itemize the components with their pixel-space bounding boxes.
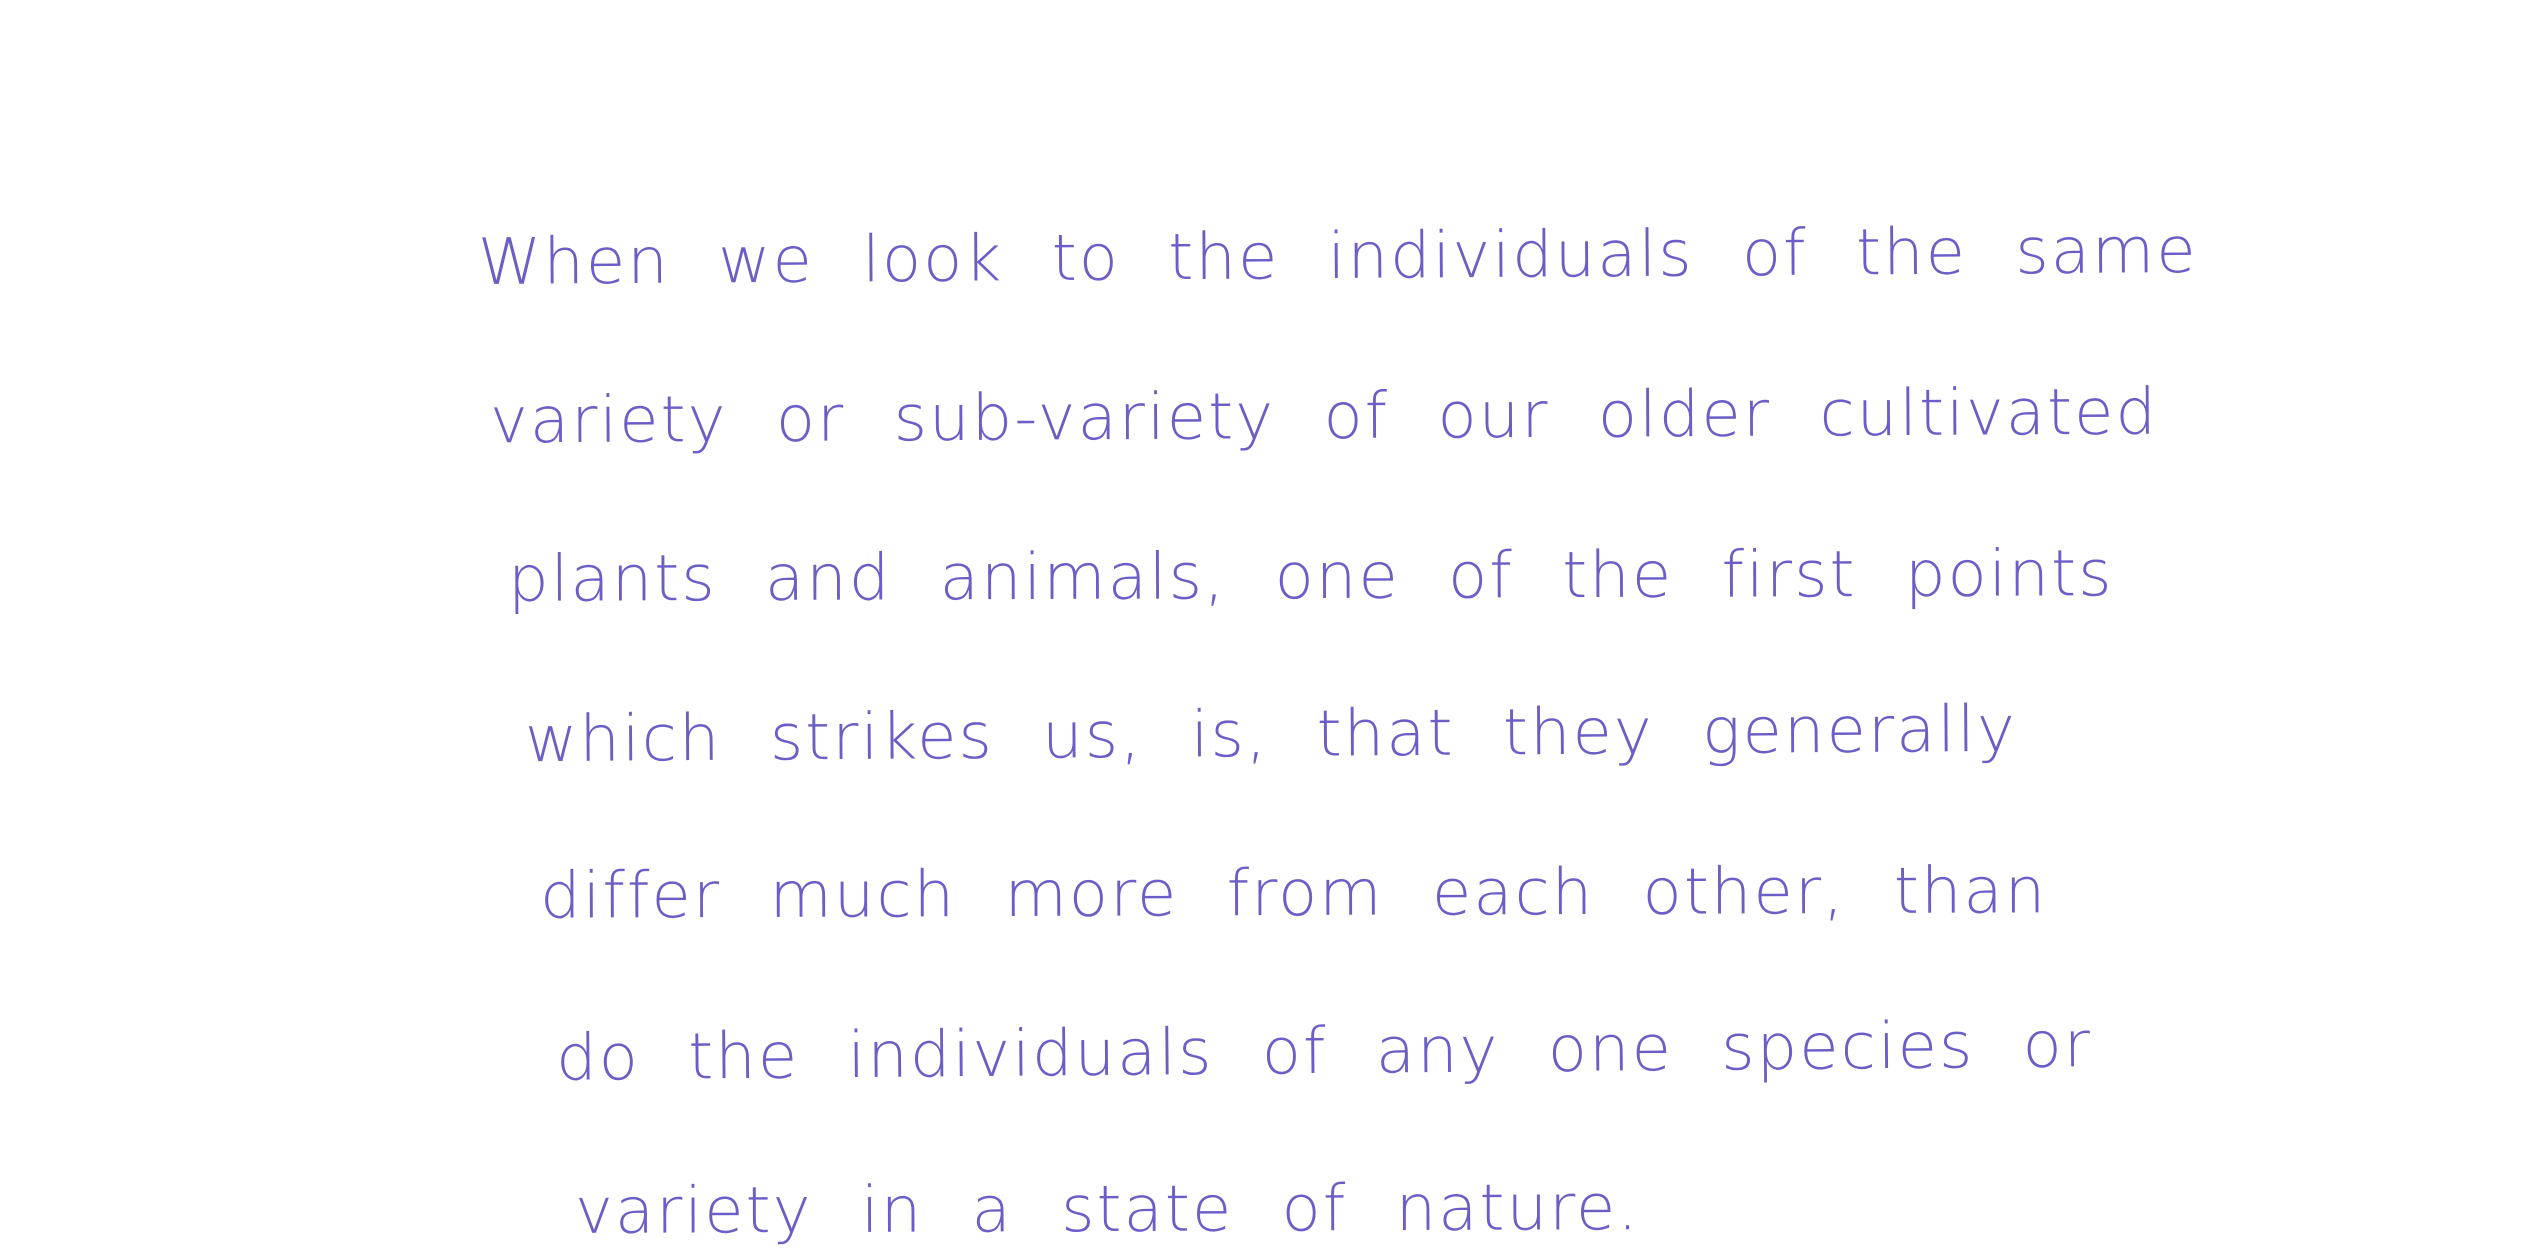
handwritten-line-6: do the individuals of any one species or [555,1008,2093,1096]
handwritten-line-4: which strikes us, is, that they generally [524,692,2018,778]
handwritten-line-3: plants and animals, one of the first points [507,537,2114,617]
handwritten-line-7: variety in a state of nature. [574,1171,1640,1249]
handwritten-line-1: When we look to the individuals of the same [477,213,2198,301]
handwritten-line-5: differ much more from each other, than [539,854,2048,934]
handwritten-line-2: variety or sub-variety of our older cultivated [489,375,2159,459]
